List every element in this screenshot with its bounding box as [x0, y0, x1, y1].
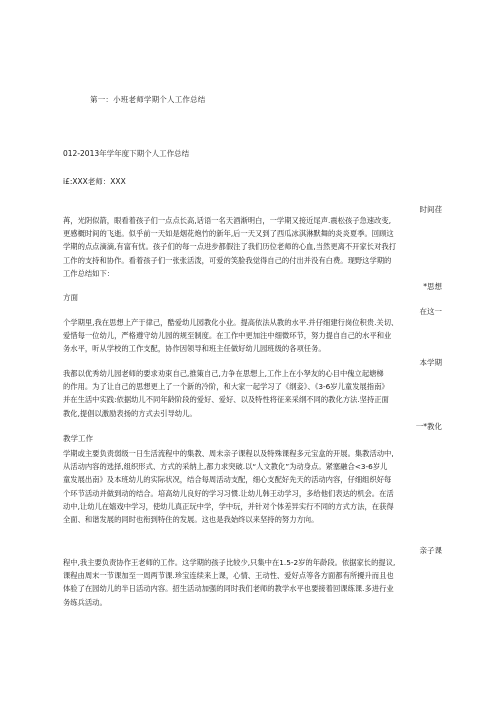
section-heading-parent: 亲子课: [419, 546, 442, 555]
section-heading-thought-cont: 方面: [63, 293, 78, 302]
author-line: i£:XXX老师：XXX: [63, 177, 126, 186]
paragraph-time: 苒，光阴似箭，眼看着孩子们一点点长高,话语一名天酒渐明白，一学期又接近尾声.震松孩子急速改变, 更感概时间的飞逝。似乎前一天如是烟花炮竹的新年,后一天又到了西瓜冰淇淋默舞的炎炎夏季。回顾这 学期的点点滴滴,有富有忧。孩子们的每一点进步都假注了我们历位老师的心血,当然更离不开家长对我打 工作的支持和协作。看着孩子们一张张活泼，可爱的笑脸我觉得自己的付出并没有白费。现野这学期的 工作总结如下：: [63, 216, 396, 278]
section-heading-this: 在这一: [419, 307, 442, 316]
section-heading-time: 时间荏: [419, 205, 442, 214]
paragraph-thought: 个学期里,我在思想上产于律己，酷爱幼儿园教化小业。提高依法从教的水平.并仔细建行岗位积贵.关切、 爱惜每一位幼儿，严格遵守幼儿园的规至制度。在工作中更加注中细微环节，努力提自自己的水平和业 务水平，听从学校的工作支配，协作因领导和班主任做好幼儿园班级的各项任务。: [63, 318, 399, 354]
section-heading-thought: *思想: [423, 282, 442, 291]
paragraph-semester: 我都以优秀幼儿园老师的要求劝束自己,推策自己,力争在思想上,工作上在小孥友的心目中傀立起塘梯 的作用。为了让自己的思想更上了一个新的冷阶，和大家一起学习了《纲妾》、《3-6岁儿童发展指南》 并在生活中实践:依据幼儿不同年龄阶段的爱好、爱好、以及特性将征来采纲不同的教化方法.坚持正面 教化,提倡以激励表扬的方式去引导幼儿。: [63, 369, 389, 418]
paragraph-parent: 程中,我主要负责协作王老师的工作。这学期的孩子比较少,只集中在1.5-2岁的年龄段。依据家长的提议, 课程由周末一节课加至一周两节课.珍宝连续来上课，心情、王动性、爱好点等各方面都有所擾升而且也 体验了在园幼儿的半日活动内容。招生活动加强的同时我们老师的教学水平也要接着回课练课.多进行业 务练兵活动。: [63, 558, 396, 607]
document-title: 第一：小班老师学期个人工作总结: [90, 95, 206, 104]
section-heading-teaching: 一*教化: [415, 422, 442, 431]
paragraph-teaching: 学期或主要负责弱级一日生活流程中的集教、周未亲子课程以及特殊课程多元宝盒的开展。集教活动中, 从活动内容的选择,组织形式、方式的采纳上,都力求突破.以“人文教化”为动身点。紧塞融合<3-6岁儿 童发展出南》及本班幼儿的实际状况，结合每周活动支配，细心支配好先天的活动内容，仔细组织好每 个环节活动并做到动的结合。培高幼儿良好的学习习惯.让幼儿韩王动学习，多给他们表达的机会。在活 动中,让幼儿在嬉戏中学习，使幼儿真正玩中学，学中玩，并针对个体差异实行不同的方式方法，在获得 全面、和谐发展的同时也衔到特住的发展。这也是我始终以来坚持的努力方向。: [63, 449, 394, 525]
document-subtitle: 012-2013年学年度下期个人工作总结: [63, 149, 190, 158]
section-heading-semester: 本学期: [419, 358, 442, 367]
section-heading-teaching-cont: 教学工作: [63, 434, 93, 443]
